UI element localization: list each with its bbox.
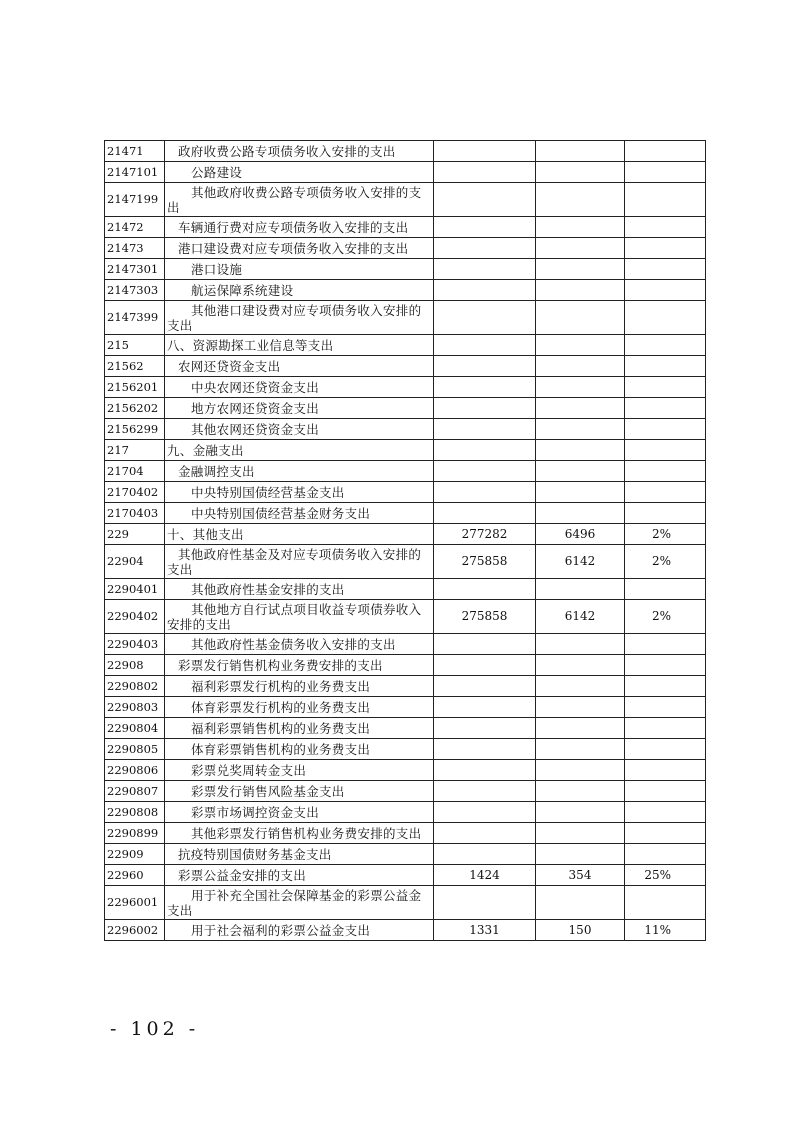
row-value-3: 25% <box>625 865 706 886</box>
row-value-3: 2% <box>625 524 706 545</box>
row-name: 政府收费公路专项债务收入安排的支出 <box>165 141 434 162</box>
row-name: 其他政府性基金债务收入安排的支出 <box>165 634 434 655</box>
row-value-1 <box>434 440 536 461</box>
row-value-1: 275858 <box>434 600 536 634</box>
table-row <box>105 655 706 676</box>
table-row <box>105 419 706 440</box>
row-value-2 <box>536 461 625 482</box>
row-value-1: 1424 <box>434 865 536 886</box>
row-name: 其他农网还贷资金支出 <box>165 419 434 440</box>
row-value-2 <box>536 781 625 802</box>
row-value-2 <box>536 141 625 162</box>
row-code: 2290808 <box>105 802 165 823</box>
row-code: 2290804 <box>105 718 165 739</box>
row-value-2 <box>536 739 625 760</box>
row-value-2 <box>536 419 625 440</box>
table-row <box>105 697 706 718</box>
row-value-1 <box>434 634 536 655</box>
row-value-2 <box>536 676 625 697</box>
row-value-2: 6142 <box>536 545 625 579</box>
row-value-1: 275858 <box>434 545 536 579</box>
row-code: 2290403 <box>105 634 165 655</box>
row-value-1 <box>434 739 536 760</box>
row-value-2 <box>536 718 625 739</box>
row-name: 其他彩票发行销售机构业务费安排的支出 <box>165 823 434 844</box>
row-value-3 <box>625 238 706 259</box>
row-value-2 <box>536 440 625 461</box>
row-code: 22960 <box>105 865 165 886</box>
row-name: 中央特别国债经营基金财务支出 <box>165 503 434 524</box>
row-name: 地方农网还贷资金支出 <box>165 398 434 419</box>
row-value-2: 6496 <box>536 524 625 545</box>
row-value-3 <box>625 461 706 482</box>
row-name: 中央农网还贷资金支出 <box>165 377 434 398</box>
row-value-1 <box>434 141 536 162</box>
row-code: 21562 <box>105 356 165 377</box>
row-value-1 <box>434 238 536 259</box>
row-value-3 <box>625 335 706 356</box>
row-value-3 <box>625 579 706 600</box>
table-row <box>105 579 706 600</box>
row-name: 其他地方自行试点项目收益专项债券收入安排的支出 <box>165 600 434 634</box>
row-value-1 <box>434 802 536 823</box>
row-value-1 <box>434 760 536 781</box>
row-name: 十、其他支出 <box>165 524 434 545</box>
row-name: 福利彩票发行机构的业务费支出 <box>165 676 434 697</box>
row-name: 体育彩票销售机构的业务费支出 <box>165 739 434 760</box>
row-code: 2290899 <box>105 823 165 844</box>
row-name: 体育彩票发行机构的业务费支出 <box>165 697 434 718</box>
table-row <box>105 377 706 398</box>
row-value-3: 2% <box>625 545 706 579</box>
table-row <box>105 718 706 739</box>
table-row <box>105 545 706 579</box>
row-value-3 <box>625 697 706 718</box>
row-value-3 <box>625 141 706 162</box>
row-value-2 <box>536 217 625 238</box>
row-value-3 <box>625 718 706 739</box>
row-value-2 <box>536 634 625 655</box>
row-value-3 <box>625 781 706 802</box>
row-code: 229 <box>105 524 165 545</box>
row-value-1 <box>434 503 536 524</box>
row-name: 农网还贷资金支出 <box>165 356 434 377</box>
row-code: 2296002 <box>105 920 165 941</box>
row-name: 用于补充全国社会保障基金的彩票公益金支出 <box>165 886 434 920</box>
row-value-3 <box>625 162 706 183</box>
row-value-1 <box>434 886 536 920</box>
row-value-3 <box>625 259 706 280</box>
table-row <box>105 183 706 217</box>
row-value-3 <box>625 183 706 217</box>
table-row <box>105 920 706 941</box>
row-code: 2296001 <box>105 886 165 920</box>
row-name: 彩票兑奖周转金支出 <box>165 760 434 781</box>
table-row <box>105 217 706 238</box>
row-value-2 <box>536 238 625 259</box>
table-row <box>105 600 706 634</box>
row-value-3 <box>625 655 706 676</box>
row-name: 八、资源勘探工业信息等支出 <box>165 335 434 356</box>
table-row <box>105 238 706 259</box>
row-value-2 <box>536 335 625 356</box>
table-row <box>105 301 706 335</box>
row-value-1 <box>434 781 536 802</box>
budget-table-body <box>105 141 706 941</box>
row-value-1 <box>434 482 536 503</box>
row-name: 公路建设 <box>165 162 434 183</box>
row-code: 21473 <box>105 238 165 259</box>
row-value-1 <box>434 676 536 697</box>
row-name: 九、金融支出 <box>165 440 434 461</box>
row-code: 22908 <box>105 655 165 676</box>
table-row <box>105 739 706 760</box>
row-code: 2156299 <box>105 419 165 440</box>
row-code: 2147199 <box>105 183 165 217</box>
row-value-1 <box>434 844 536 865</box>
row-value-1 <box>434 280 536 301</box>
row-value-3: 2% <box>625 600 706 634</box>
row-value-3 <box>625 760 706 781</box>
row-value-2 <box>536 301 625 335</box>
table-row <box>105 482 706 503</box>
row-value-2 <box>536 760 625 781</box>
row-code: 2290806 <box>105 760 165 781</box>
table-row <box>105 503 706 524</box>
table-row <box>105 524 706 545</box>
row-value-1 <box>434 301 536 335</box>
row-code: 21472 <box>105 217 165 238</box>
row-value-2 <box>536 844 625 865</box>
row-name: 福利彩票销售机构的业务费支出 <box>165 718 434 739</box>
row-value-3 <box>625 503 706 524</box>
row-value-1 <box>434 718 536 739</box>
budget-table <box>104 140 706 941</box>
table-row <box>105 634 706 655</box>
row-value-1 <box>434 183 536 217</box>
row-code: 2147303 <box>105 280 165 301</box>
page-number: - 102 - <box>110 1018 200 1040</box>
row-value-2 <box>536 162 625 183</box>
row-value-1: 277282 <box>434 524 536 545</box>
row-name: 车辆通行费对应专项债务收入安排的支出 <box>165 217 434 238</box>
row-value-3 <box>625 739 706 760</box>
row-name: 彩票发行销售机构业务费安排的支出 <box>165 655 434 676</box>
row-value-1 <box>434 217 536 238</box>
row-value-2 <box>536 886 625 920</box>
row-name: 彩票市场调控资金支出 <box>165 802 434 823</box>
row-value-1 <box>434 655 536 676</box>
row-code: 2290807 <box>105 781 165 802</box>
row-value-2 <box>536 377 625 398</box>
row-code: 2156201 <box>105 377 165 398</box>
row-name: 中央特别国债经营基金支出 <box>165 482 434 503</box>
row-code: 2290803 <box>105 697 165 718</box>
row-value-3 <box>625 634 706 655</box>
row-value-2 <box>536 280 625 301</box>
row-code: 215 <box>105 335 165 356</box>
row-value-2 <box>536 802 625 823</box>
row-name: 其他政府性基金及对应专项债务收入安排的支出 <box>165 545 434 579</box>
row-value-2: 354 <box>536 865 625 886</box>
row-code: 2290402 <box>105 600 165 634</box>
row-code: 21471 <box>105 141 165 162</box>
row-code: 2147399 <box>105 301 165 335</box>
table-row <box>105 760 706 781</box>
row-value-3 <box>625 823 706 844</box>
row-value-3 <box>625 301 706 335</box>
row-value-2: 6142 <box>536 600 625 634</box>
row-code: 22909 <box>105 844 165 865</box>
row-code: 2170403 <box>105 503 165 524</box>
row-value-1 <box>434 335 536 356</box>
table-row <box>105 676 706 697</box>
row-value-3 <box>625 886 706 920</box>
table-row <box>105 844 706 865</box>
table-row <box>105 356 706 377</box>
row-code: 2290805 <box>105 739 165 760</box>
row-code: 2290401 <box>105 579 165 600</box>
row-value-3 <box>625 844 706 865</box>
row-code: 21704 <box>105 461 165 482</box>
row-code: 2147101 <box>105 162 165 183</box>
row-value-1 <box>434 823 536 844</box>
row-name: 其他政府收费公路专项债务收入安排的支出 <box>165 183 434 217</box>
table-row <box>105 440 706 461</box>
row-value-2 <box>536 655 625 676</box>
table-row <box>105 162 706 183</box>
row-value-2 <box>536 823 625 844</box>
row-value-3 <box>625 676 706 697</box>
row-value-2: 150 <box>536 920 625 941</box>
row-value-3 <box>625 419 706 440</box>
row-value-2 <box>536 398 625 419</box>
row-name: 其他政府性基金安排的支出 <box>165 579 434 600</box>
table-row <box>105 398 706 419</box>
table-row <box>105 141 706 162</box>
row-code: 2147301 <box>105 259 165 280</box>
row-value-3 <box>625 482 706 503</box>
row-value-1 <box>434 419 536 440</box>
row-value-3 <box>625 217 706 238</box>
row-value-3: 11% <box>625 920 706 941</box>
row-value-3 <box>625 377 706 398</box>
row-value-2 <box>536 503 625 524</box>
row-code: 2290802 <box>105 676 165 697</box>
table-row <box>105 865 706 886</box>
row-value-1 <box>434 461 536 482</box>
row-value-3 <box>625 280 706 301</box>
row-value-1 <box>434 162 536 183</box>
row-value-2 <box>536 482 625 503</box>
row-value-2 <box>536 259 625 280</box>
row-value-1 <box>434 377 536 398</box>
table-row <box>105 461 706 482</box>
table-row <box>105 802 706 823</box>
table-row <box>105 259 706 280</box>
row-value-2 <box>536 697 625 718</box>
row-value-3 <box>625 398 706 419</box>
table-row <box>105 280 706 301</box>
row-value-3 <box>625 802 706 823</box>
row-value-1: 1331 <box>434 920 536 941</box>
row-code: 217 <box>105 440 165 461</box>
row-name: 航运保障系统建设 <box>165 280 434 301</box>
table-row <box>105 823 706 844</box>
row-value-1 <box>434 579 536 600</box>
row-value-2 <box>536 356 625 377</box>
row-value-3 <box>625 356 706 377</box>
row-name: 港口设施 <box>165 259 434 280</box>
row-value-1 <box>434 356 536 377</box>
row-code: 22904 <box>105 545 165 579</box>
table-row <box>105 335 706 356</box>
row-code: 2170402 <box>105 482 165 503</box>
row-name: 金融调控支出 <box>165 461 434 482</box>
row-value-1 <box>434 398 536 419</box>
row-value-2 <box>536 579 625 600</box>
row-name: 彩票发行销售风险基金支出 <box>165 781 434 802</box>
row-code: 2156202 <box>105 398 165 419</box>
row-name: 彩票公益金安排的支出 <box>165 865 434 886</box>
row-value-1 <box>434 697 536 718</box>
row-value-3 <box>625 440 706 461</box>
table-row <box>105 781 706 802</box>
row-value-1 <box>434 259 536 280</box>
table-row <box>105 886 706 920</box>
row-name: 抗疫特别国债财务基金支出 <box>165 844 434 865</box>
row-value-2 <box>536 183 625 217</box>
row-name: 其他港口建设费对应专项债务收入安排的支出 <box>165 301 434 335</box>
row-name: 港口建设费对应专项债务收入安排的支出 <box>165 238 434 259</box>
row-name: 用于社会福利的彩票公益金支出 <box>165 920 434 941</box>
